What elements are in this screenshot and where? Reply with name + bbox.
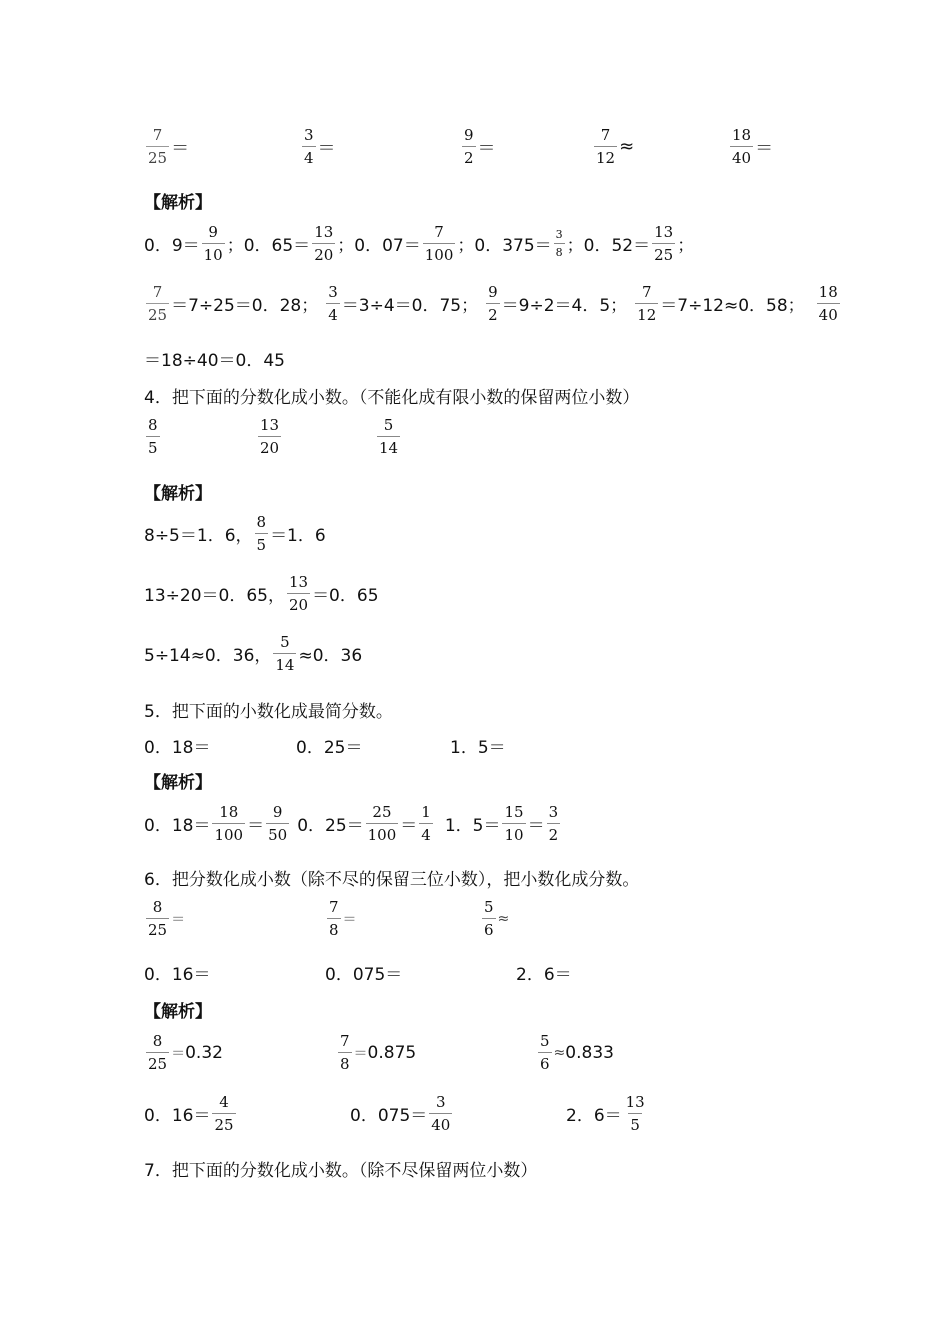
fraction-item — [144, 416, 162, 457]
fraction-item — [592, 126, 634, 167]
analysis-line — [144, 573, 379, 614]
analysis-line: ＝18÷40＝0．45 — [144, 351, 285, 371]
fraction — [312, 223, 335, 264]
analysis-line — [144, 633, 362, 674]
denominator: 2 — [462, 146, 476, 167]
numerator: 8 — [256, 513, 267, 531]
numerator: 7 — [152, 126, 163, 144]
fraction-item — [375, 416, 402, 457]
fraction — [302, 126, 316, 167]
text: 2．6＝ — [566, 1106, 622, 1126]
question-4-title: 4．把下面的分数化成小数。（不能化成有限小数的保留两位小数） — [144, 388, 640, 408]
denominator: 6 — [482, 918, 496, 939]
text: ＝7÷12≈0．58； — [660, 296, 805, 316]
fraction — [635, 283, 658, 324]
text: ＝ — [247, 816, 265, 836]
denominator: 25 — [146, 1052, 169, 1073]
analysis-line — [144, 223, 694, 264]
text: 0.32 — [185, 1042, 223, 1063]
numerator: 7 — [600, 126, 611, 144]
denominator: 8 — [327, 918, 341, 939]
denominator: 4 — [326, 303, 340, 324]
denominator: 100 — [212, 823, 245, 844]
denominator: 12 — [594, 146, 617, 167]
numerator: 5 — [540, 1032, 550, 1050]
denominator: 20 — [312, 243, 335, 264]
denominator: 25 — [146, 146, 169, 167]
numerator: 9 — [464, 126, 474, 144]
fraction-item — [144, 126, 189, 167]
text: 13÷20＝0．65， — [144, 586, 285, 606]
numerator: 9 — [272, 803, 283, 821]
numerator: 7 — [152, 283, 163, 301]
operator: ＝ — [477, 137, 496, 159]
answer-item — [350, 1093, 454, 1134]
fraction — [212, 1093, 235, 1134]
denominator: 10 — [202, 243, 225, 264]
answer-item — [536, 1032, 614, 1073]
denominator: 100 — [423, 243, 456, 264]
numerator: 7 — [340, 1032, 350, 1050]
denominator: 25 — [146, 918, 169, 939]
text: ≈0．36 — [298, 646, 363, 666]
answer-item — [566, 1093, 649, 1134]
fraction — [146, 126, 169, 167]
numerator: 18 — [818, 283, 838, 301]
fraction — [730, 126, 753, 167]
fraction — [258, 416, 281, 457]
numerator: 3 — [548, 803, 559, 821]
denominator: 100 — [366, 823, 399, 844]
fraction — [146, 898, 169, 939]
text: ＝3÷4＝0．75； — [341, 296, 479, 316]
analysis-heading: 【解析】 — [144, 484, 212, 504]
numerator: 18 — [732, 126, 752, 144]
fraction-item — [460, 126, 496, 167]
denominator: 5 — [255, 533, 269, 554]
fraction — [419, 803, 433, 844]
fraction — [423, 223, 456, 264]
fraction — [287, 573, 310, 614]
numerator: 5 — [280, 633, 290, 651]
text: ＝1．6 — [270, 526, 326, 546]
denominator: 25 — [146, 303, 169, 324]
fraction — [366, 803, 399, 844]
numerator: 13 — [625, 1093, 645, 1111]
denominator: 20 — [287, 593, 310, 614]
text: ； — [677, 236, 695, 256]
question-7-title: 7．把下面的分数化成小数。（除不尽保留两位小数） — [144, 1161, 538, 1181]
fraction — [538, 1032, 552, 1073]
numerator: 3 — [328, 283, 338, 301]
operator: ＝ — [755, 137, 774, 159]
denominator: 8 — [338, 1052, 352, 1073]
numerator: 5 — [484, 898, 494, 916]
numerator: 8 — [152, 898, 163, 916]
problem-item: 1．5＝ — [450, 738, 506, 758]
problem-item: 0．075＝ — [325, 965, 403, 985]
numerator: 1 — [421, 803, 431, 821]
denominator: 2 — [486, 303, 500, 324]
analysis-line — [144, 513, 326, 554]
numerator: 7 — [641, 283, 652, 301]
text: 0．18＝ — [144, 816, 211, 836]
text: 0．075＝ — [350, 1106, 428, 1126]
numerator: 18 — [219, 803, 239, 821]
operator: ≈ — [497, 910, 510, 927]
fraction — [652, 223, 675, 264]
fraction — [482, 898, 496, 939]
fraction — [212, 803, 245, 844]
numerator: 15 — [504, 803, 524, 821]
text: ＝ — [400, 816, 418, 836]
denominator: 2 — [547, 823, 561, 844]
fraction-item — [325, 898, 357, 939]
analysis-heading: 【解析】 — [144, 1002, 212, 1022]
problem-item: 0．25＝ — [296, 738, 363, 758]
problem-item: 0．18＝ — [144, 738, 211, 758]
analysis-line — [144, 803, 562, 844]
fraction — [326, 283, 340, 324]
operator: ≈ — [553, 1044, 566, 1061]
numerator: 8 — [152, 1032, 163, 1050]
text: 0.833 — [565, 1042, 614, 1063]
analysis-line — [144, 283, 842, 324]
denominator: 40 — [817, 303, 840, 324]
fraction — [547, 803, 561, 844]
text: 1．5＝ — [444, 816, 501, 836]
answer-item — [144, 1093, 238, 1134]
fraction — [462, 126, 476, 167]
denominator: 40 — [429, 1113, 452, 1134]
numerator: 9 — [488, 283, 498, 301]
fraction — [486, 283, 500, 324]
numerator: 3 — [555, 228, 563, 241]
fraction — [327, 898, 341, 939]
text: ；0．52＝ — [566, 236, 651, 256]
text: 8÷5＝1．6， — [144, 526, 253, 546]
operator: ＝ — [342, 911, 357, 928]
text: ＝7÷25＝0．28； — [171, 296, 319, 316]
answer-item — [144, 1032, 223, 1073]
text: 0．25＝ — [297, 816, 364, 836]
operator: ＝ — [171, 137, 190, 159]
problem-item: 0．16＝ — [144, 965, 211, 985]
question-5-title: 5．把下面的小数化成最简分数。 — [144, 702, 393, 722]
operator: ＝ — [171, 911, 186, 928]
denominator: 12 — [635, 303, 658, 324]
denominator: 6 — [538, 1052, 552, 1073]
text: 5÷14≈0．36， — [144, 646, 272, 666]
fraction — [624, 1093, 647, 1134]
operator: ＝ — [317, 137, 336, 159]
numerator: 3 — [436, 1093, 446, 1111]
numerator: 13 — [260, 416, 280, 434]
fraction-item — [144, 898, 185, 939]
fraction-item — [300, 126, 336, 167]
operator: ＝ — [353, 1045, 368, 1062]
operator: ≈ — [619, 136, 635, 157]
denominator: 4 — [302, 146, 316, 167]
denominator: 4 — [419, 823, 433, 844]
fraction-item — [256, 416, 283, 457]
problem-item: 2．6＝ — [516, 965, 572, 985]
fraction — [817, 283, 840, 324]
fraction — [594, 126, 617, 167]
numerator: 7 — [329, 898, 339, 916]
numerator: 25 — [372, 803, 392, 821]
fraction — [146, 416, 160, 457]
fraction — [338, 1032, 352, 1073]
numerator: 8 — [148, 416, 158, 434]
text: ＝0．65 — [312, 586, 379, 606]
text: 0．9＝ — [144, 236, 200, 256]
question-6-title: 6．把分数化成小数（除不尽的保留三位小数），把小数化成分数。 — [144, 870, 640, 890]
denominator: 50 — [266, 823, 289, 844]
text: 0．16＝ — [144, 1106, 211, 1126]
fraction-item — [728, 126, 773, 167]
denominator: 5 — [628, 1113, 642, 1134]
text: ；0．07＝ — [337, 236, 421, 256]
fraction — [146, 283, 169, 324]
answer-item — [336, 1032, 416, 1073]
analysis-heading: 【解析】 — [144, 773, 212, 793]
numerator: 9 — [208, 223, 218, 241]
text: ；0．375＝ — [457, 236, 552, 256]
denominator: 25 — [652, 243, 675, 264]
fraction — [266, 803, 289, 844]
fraction — [273, 633, 296, 674]
fraction — [554, 228, 565, 259]
numerator: 13 — [654, 223, 674, 241]
fraction — [502, 803, 525, 844]
fraction — [146, 1032, 169, 1073]
denominator: 10 — [502, 823, 525, 844]
text: 0.875 — [367, 1042, 417, 1063]
numerator: 13 — [314, 223, 334, 241]
denominator: 25 — [212, 1113, 235, 1134]
denominator: 14 — [377, 436, 400, 457]
numerator: 5 — [383, 416, 394, 434]
numerator: 7 — [434, 223, 444, 241]
text: ；0．65＝ — [226, 236, 311, 256]
fraction — [377, 416, 400, 457]
denominator: 20 — [258, 436, 281, 457]
numerator: 13 — [288, 573, 309, 591]
fraction — [429, 1093, 452, 1134]
analysis-heading: 【解析】 — [144, 193, 212, 213]
denominator: 40 — [730, 146, 753, 167]
denominator: 14 — [273, 653, 296, 674]
numerator: 4 — [219, 1093, 229, 1111]
fraction-item — [480, 898, 509, 939]
denominator: 5 — [146, 436, 160, 457]
fraction — [255, 513, 269, 554]
text: ＝9÷2＝4．5； — [501, 296, 628, 316]
fraction — [202, 223, 225, 264]
numerator: 3 — [304, 126, 314, 144]
denominator: 8 — [554, 243, 565, 259]
text: ＝ — [527, 816, 545, 836]
operator: ＝ — [171, 1045, 186, 1062]
